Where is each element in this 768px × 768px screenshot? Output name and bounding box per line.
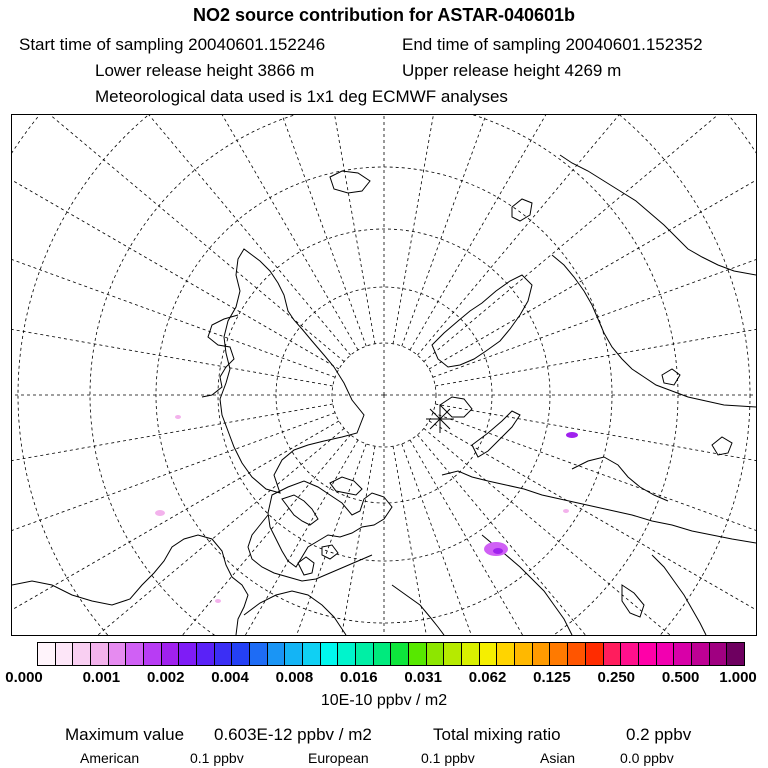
meridian-line	[433, 413, 756, 635]
color-bar-cell	[303, 643, 321, 665]
plume-faint-4	[215, 599, 221, 603]
total-mixing-label: Total mixing ratio	[433, 725, 561, 744]
siberia-coast	[442, 471, 756, 543]
color-bar-cell	[126, 643, 144, 665]
plume-east	[566, 432, 578, 438]
color-bar-cell	[179, 643, 197, 665]
color-bar-tick-label: 0.008	[275, 669, 314, 686]
color-bar-cell	[162, 643, 180, 665]
color-bar-cell	[338, 643, 356, 665]
japan-coast	[622, 585, 644, 617]
color-bar-cell	[268, 643, 286, 665]
region-american-label: American	[80, 750, 140, 766]
color-bar-cell	[692, 643, 710, 665]
meridian-line	[12, 115, 358, 350]
upper-height-label: Upper release height 4269 m	[402, 61, 622, 80]
meridian-line	[12, 435, 351, 635]
meridian-line	[435, 221, 756, 386]
north-america-coast	[12, 535, 248, 635]
bering-coast	[244, 591, 346, 635]
region-european-label: European	[308, 750, 369, 766]
meridian-line	[12, 404, 333, 569]
kamchatka-coast	[652, 555, 706, 635]
region-european-value: 0.1 ppbv	[421, 750, 475, 766]
scandinavia-coast	[432, 275, 532, 367]
meridian-line	[424, 115, 756, 362]
color-bar-tick-label: 0.125	[533, 669, 571, 686]
meridian-line	[410, 440, 756, 635]
color-bar-cell	[674, 643, 692, 665]
color-bar-cell	[604, 643, 622, 665]
region-asian-value: 0.0 ppbv	[620, 750, 674, 766]
color-bar-cell	[91, 643, 109, 665]
color-bar-cell	[144, 643, 162, 665]
plume-faint	[155, 510, 165, 516]
max-value: 0.603E-12 ppbv / m2	[214, 725, 372, 744]
color-bar-cell	[374, 643, 392, 665]
meridian-line	[424, 428, 756, 635]
color-bar-tick-label: 0.016	[340, 669, 378, 686]
island-d	[662, 369, 680, 385]
meridian-line	[12, 115, 351, 355]
color-bar-cell	[232, 643, 250, 665]
color-bar-cell	[639, 643, 657, 665]
polar-map	[11, 114, 757, 636]
color-bar-cell	[427, 643, 445, 665]
island-b	[322, 545, 338, 559]
release-marker	[426, 405, 454, 433]
region-american-value: 0.1 ppbv	[190, 750, 244, 766]
labrador-coast	[202, 315, 238, 397]
meridian-line	[12, 115, 344, 362]
color-bar-tick-label: 0.004	[211, 669, 249, 686]
plume-faint-2	[175, 415, 181, 419]
start-time-label: Start time of sampling 20040601.152246	[19, 35, 326, 54]
color-bar-cell	[497, 643, 515, 665]
color-bar-cell	[727, 643, 744, 665]
british-isles	[512, 199, 532, 221]
color-bar-cell	[621, 643, 639, 665]
color-bar-cell	[215, 643, 233, 665]
plume-asia-core	[493, 548, 503, 554]
color-bar-cell	[550, 643, 568, 665]
meridian-line	[12, 440, 358, 635]
taimyr-coast	[572, 457, 668, 501]
baltic-coast	[552, 255, 756, 407]
end-time-label: End time of sampling 20040601.152352	[402, 35, 703, 54]
region-asian-label: Asian	[540, 750, 576, 766]
color-bar-tick-label: 0.000	[5, 669, 43, 686]
color-bar-cell	[657, 643, 675, 665]
lower-height-label: Lower release height 3866 m	[95, 61, 315, 80]
meridian-line	[393, 446, 558, 635]
color-bar-cell	[515, 643, 533, 665]
max-value-label: Maximum value	[65, 725, 185, 744]
island-c	[712, 437, 732, 455]
meridian-line	[417, 115, 756, 355]
color-bar-tick-label: 0.500	[661, 669, 700, 686]
color-bar-cell	[480, 643, 498, 665]
color-bar-tick-label: 0.031	[404, 669, 442, 686]
meridian-line	[12, 428, 344, 635]
meridian-line	[429, 421, 756, 635]
color-bar-cell	[56, 643, 74, 665]
color-bar-cell	[250, 643, 268, 665]
total-mixing-value: 0.2 ppbv	[626, 725, 692, 744]
meridian-line	[435, 404, 756, 569]
color-bar-cell	[197, 643, 215, 665]
ellesmere-island	[330, 477, 362, 495]
meridian-line	[12, 413, 335, 635]
color-bar-cell	[586, 643, 604, 665]
meridian-line	[417, 435, 756, 635]
color-bar-cell	[533, 643, 551, 665]
color-bar-cell	[710, 643, 728, 665]
met-data-label: Meteorological data used is 1x1 deg ECMWF analyses	[95, 87, 508, 106]
color-bar	[37, 642, 745, 666]
color-bar-cell	[73, 643, 91, 665]
color-bar-cell	[409, 643, 427, 665]
color-bar-tick-label: 0.250	[597, 669, 636, 686]
map-canvas	[12, 115, 756, 635]
europe-coast	[560, 155, 756, 275]
meridian-line	[42, 115, 366, 346]
meridian-line	[210, 446, 375, 635]
map-title: NO2 source contribution for ASTAR-040601b	[192, 5, 576, 25]
color-bar-cell	[444, 643, 462, 665]
color-bar-cell	[285, 643, 303, 665]
color-bar-cell	[462, 643, 480, 665]
color-bar-cell	[38, 643, 56, 665]
plume-faint-3	[563, 509, 569, 513]
meridian-line	[42, 444, 366, 635]
color-bar-tick-label: 0.002	[146, 669, 185, 686]
color-bar-cell	[391, 643, 409, 665]
color-bar-tick-label: 0.062	[468, 669, 507, 686]
canada-arctic-coast	[268, 481, 392, 567]
meridian-line	[12, 115, 339, 369]
color-bar-unit: 10E-10 ppbv / m2	[320, 692, 448, 709]
color-bar-tick-label: 1.000	[719, 669, 757, 686]
meridian-line	[393, 115, 558, 344]
graticule	[12, 115, 756, 635]
color-bar-cell	[568, 643, 586, 665]
color-bar-cell	[321, 643, 339, 665]
meridian-line	[402, 115, 726, 346]
iceland-coast	[330, 171, 370, 193]
alaska-coast	[392, 585, 444, 635]
color-bar-tick-label: 0.001	[82, 669, 121, 686]
meridian-line	[12, 221, 333, 386]
color-bar-cell	[109, 643, 127, 665]
meridian-line	[410, 115, 756, 350]
meridian-line	[429, 115, 756, 369]
color-bar-cell	[356, 643, 374, 665]
